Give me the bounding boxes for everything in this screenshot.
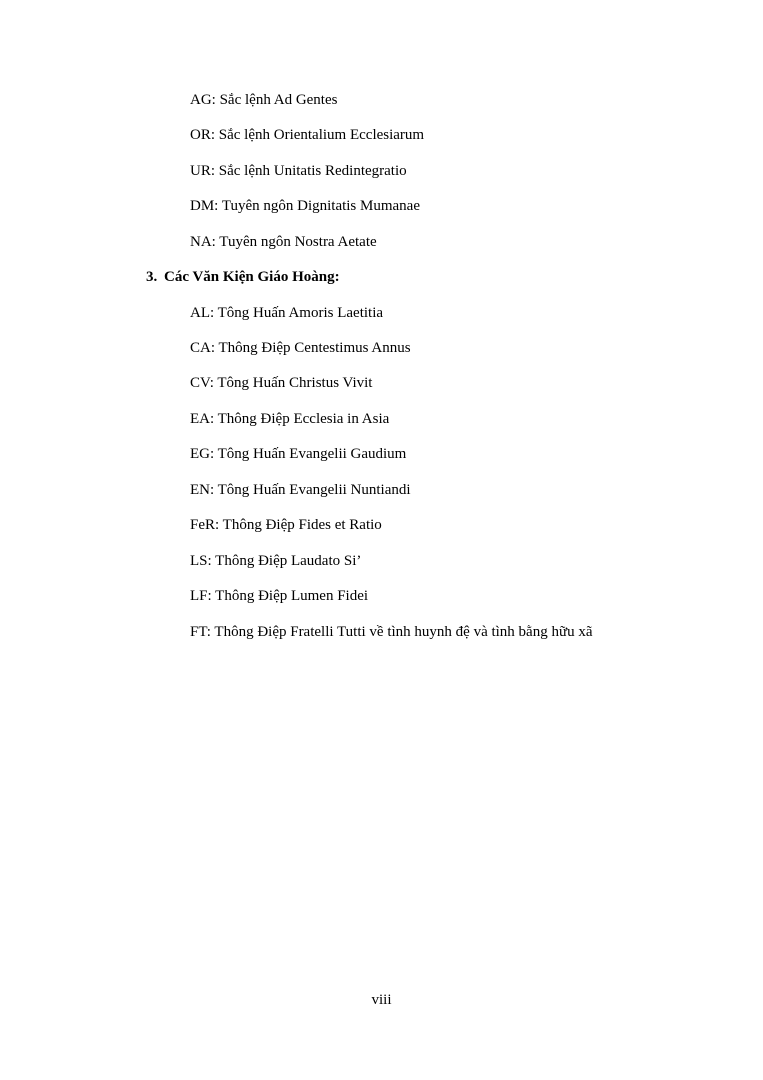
abbreviation-entry-ur: UR: Sắc lệnh Unitatis Redintegratio <box>190 163 407 179</box>
abbreviation-entry-eg: EG: Tông Huấn Evangelii Gaudium <box>190 446 407 462</box>
abbreviation-entry-en: EN: Tông Huấn Evangelii Nuntiandi <box>190 482 411 498</box>
abbreviation-entry-ag: AG: Sắc lệnh Ad Gentes <box>190 92 338 108</box>
abbreviation-entry-dm: DM: Tuyên ngôn Dignitatis Mumanae <box>190 198 421 214</box>
abbreviation-entry-ea: EA: Thông Điệp Ecclesia in Asia <box>190 411 390 427</box>
abbreviation-entry-fer: FeR: Thông Điệp Fides et Ratio <box>190 517 382 533</box>
abbreviation-entry-na: NA: Tuyên ngôn Nostra Aetate <box>190 234 377 250</box>
section-number: 3. <box>146 269 158 285</box>
abbreviation-entry-al: AL: Tông Huấn Amoris Laetitia <box>190 305 384 321</box>
abbreviation-entry-ft: FT: Thông Điệp Fratelli Tutti về tình huynh đệ và tình bằng hữu xã <box>190 624 593 640</box>
section-heading <box>146 268 340 286</box>
abbreviation-entry-lf: LF: Thông Điệp Lumen Fidei <box>190 588 369 604</box>
abbreviation-entry-ls: LS: Thông Điệp Laudato Si’ <box>190 553 362 569</box>
page-number: viii <box>371 992 392 1008</box>
abbreviation-entry-or: OR: Sắc lệnh Orientalium Ecclesiarum <box>190 127 425 143</box>
abbreviation-entry-cv: CV: Tông Huấn Christus Vivit <box>190 375 373 391</box>
section-title: Các Văn Kiện Giáo Hoàng: <box>164 269 340 285</box>
abbreviation-entry-ca: CA: Thông Điệp Centestimus Annus <box>190 340 411 356</box>
